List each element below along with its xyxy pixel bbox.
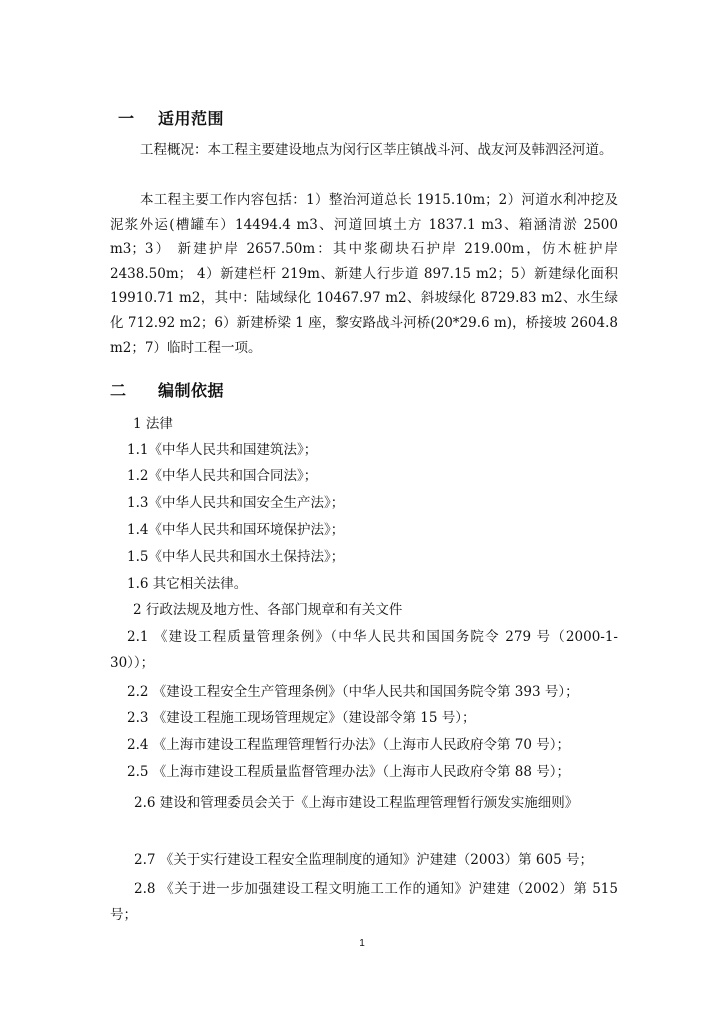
section-1-number: 一 — [118, 109, 135, 128]
list-item: 2.4 《上海市建设工程监理管理暂行办法》（上海市人民政府令第 70 号）； — [127, 737, 571, 753]
list-item: 1.6 其它相关法律。 — [127, 576, 248, 592]
list-item: 2.5 《上海市建设工程质量监督管理办法》（上海市人民政府令第 88 号）； — [127, 764, 571, 780]
list-item: 2.8 《关于进一步加强建设工程文明施工工作的通知》沪建建（2002）第 515 号； — [110, 881, 618, 923]
section-2-number: 二 — [110, 381, 127, 400]
list-item: 1.1《中华人民共和国建筑法》； — [127, 442, 318, 458]
list-item: 2 行政法规及地方性、各部门规章和有关文件 — [133, 602, 403, 618]
section-2-title: 编制依据 — [158, 381, 225, 400]
list-item: 1.4《中华人民共和国环境保护法》； — [127, 522, 345, 538]
project-overview-paragraph: 工程概况：本工程主要建设地点为闵行区莘庄镇战斗河、战友河及韩泗泾河道。 — [140, 142, 613, 158]
list-item: 1.5《中华人民共和国水土保持法》； — [127, 549, 345, 565]
list-item: 2.6 建设和管理委员会关于《上海市建设工程监理管理暂行颁发实施细则》 — [134, 795, 579, 811]
section-1-heading — [118, 106, 224, 129]
list-item: 1.3《中华人民共和国安全生产法》； — [127, 495, 345, 511]
list-item: 2.2 《建设工程安全生产管理条例》（中华人民共和国国务院令第 393 号）； — [127, 684, 579, 700]
list-item: 2.7 《关于实行建设工程安全监理制度的通知》沪建建（2003）第 605 号； — [134, 852, 593, 868]
work-content-paragraph: 本工程主要工作内容包括：1）整治河道总长 1915.10m；2）河道水利冲挖及泥浆外运(槽罐车）14494.4 m3、河道回填土方 1837.1 m3、箱涵清淤 2500 m3；3） 新建护岸 2657.50m：其中浆砌块石护岸 219.00m，仿木桩护岸 2438.50m； 4）新建栏杆 219m、新建人行步道 897.15 m2；5）新建绿化面积 19910.71 m2，其中：陆域绿化 10467.97 m2、斜坡绿化 8729.83 m2、水生绿化 712.92 m2；6）新建桥梁 1 座，黎安路战斗河桥(20*29.6 m)，桥接坡 2604.8 m2；7）临时工程一项。 — [110, 192, 618, 356]
list-item: 2.3 《建设工程施工现场管理规定》（建设部令第 15 号）； — [127, 710, 476, 726]
list-item: 1.2《中华人民共和国合同法》； — [127, 468, 318, 484]
list-item: 2.1 《建设工程质量管理条例》（中华人民共和国国务院令 279 号（2000-1-30））； — [110, 629, 618, 671]
section-1-title: 适用范围 — [158, 109, 225, 128]
page-number: 1 — [359, 938, 365, 949]
list-item: 1 法律 — [133, 416, 173, 432]
section-2-heading — [110, 378, 225, 401]
